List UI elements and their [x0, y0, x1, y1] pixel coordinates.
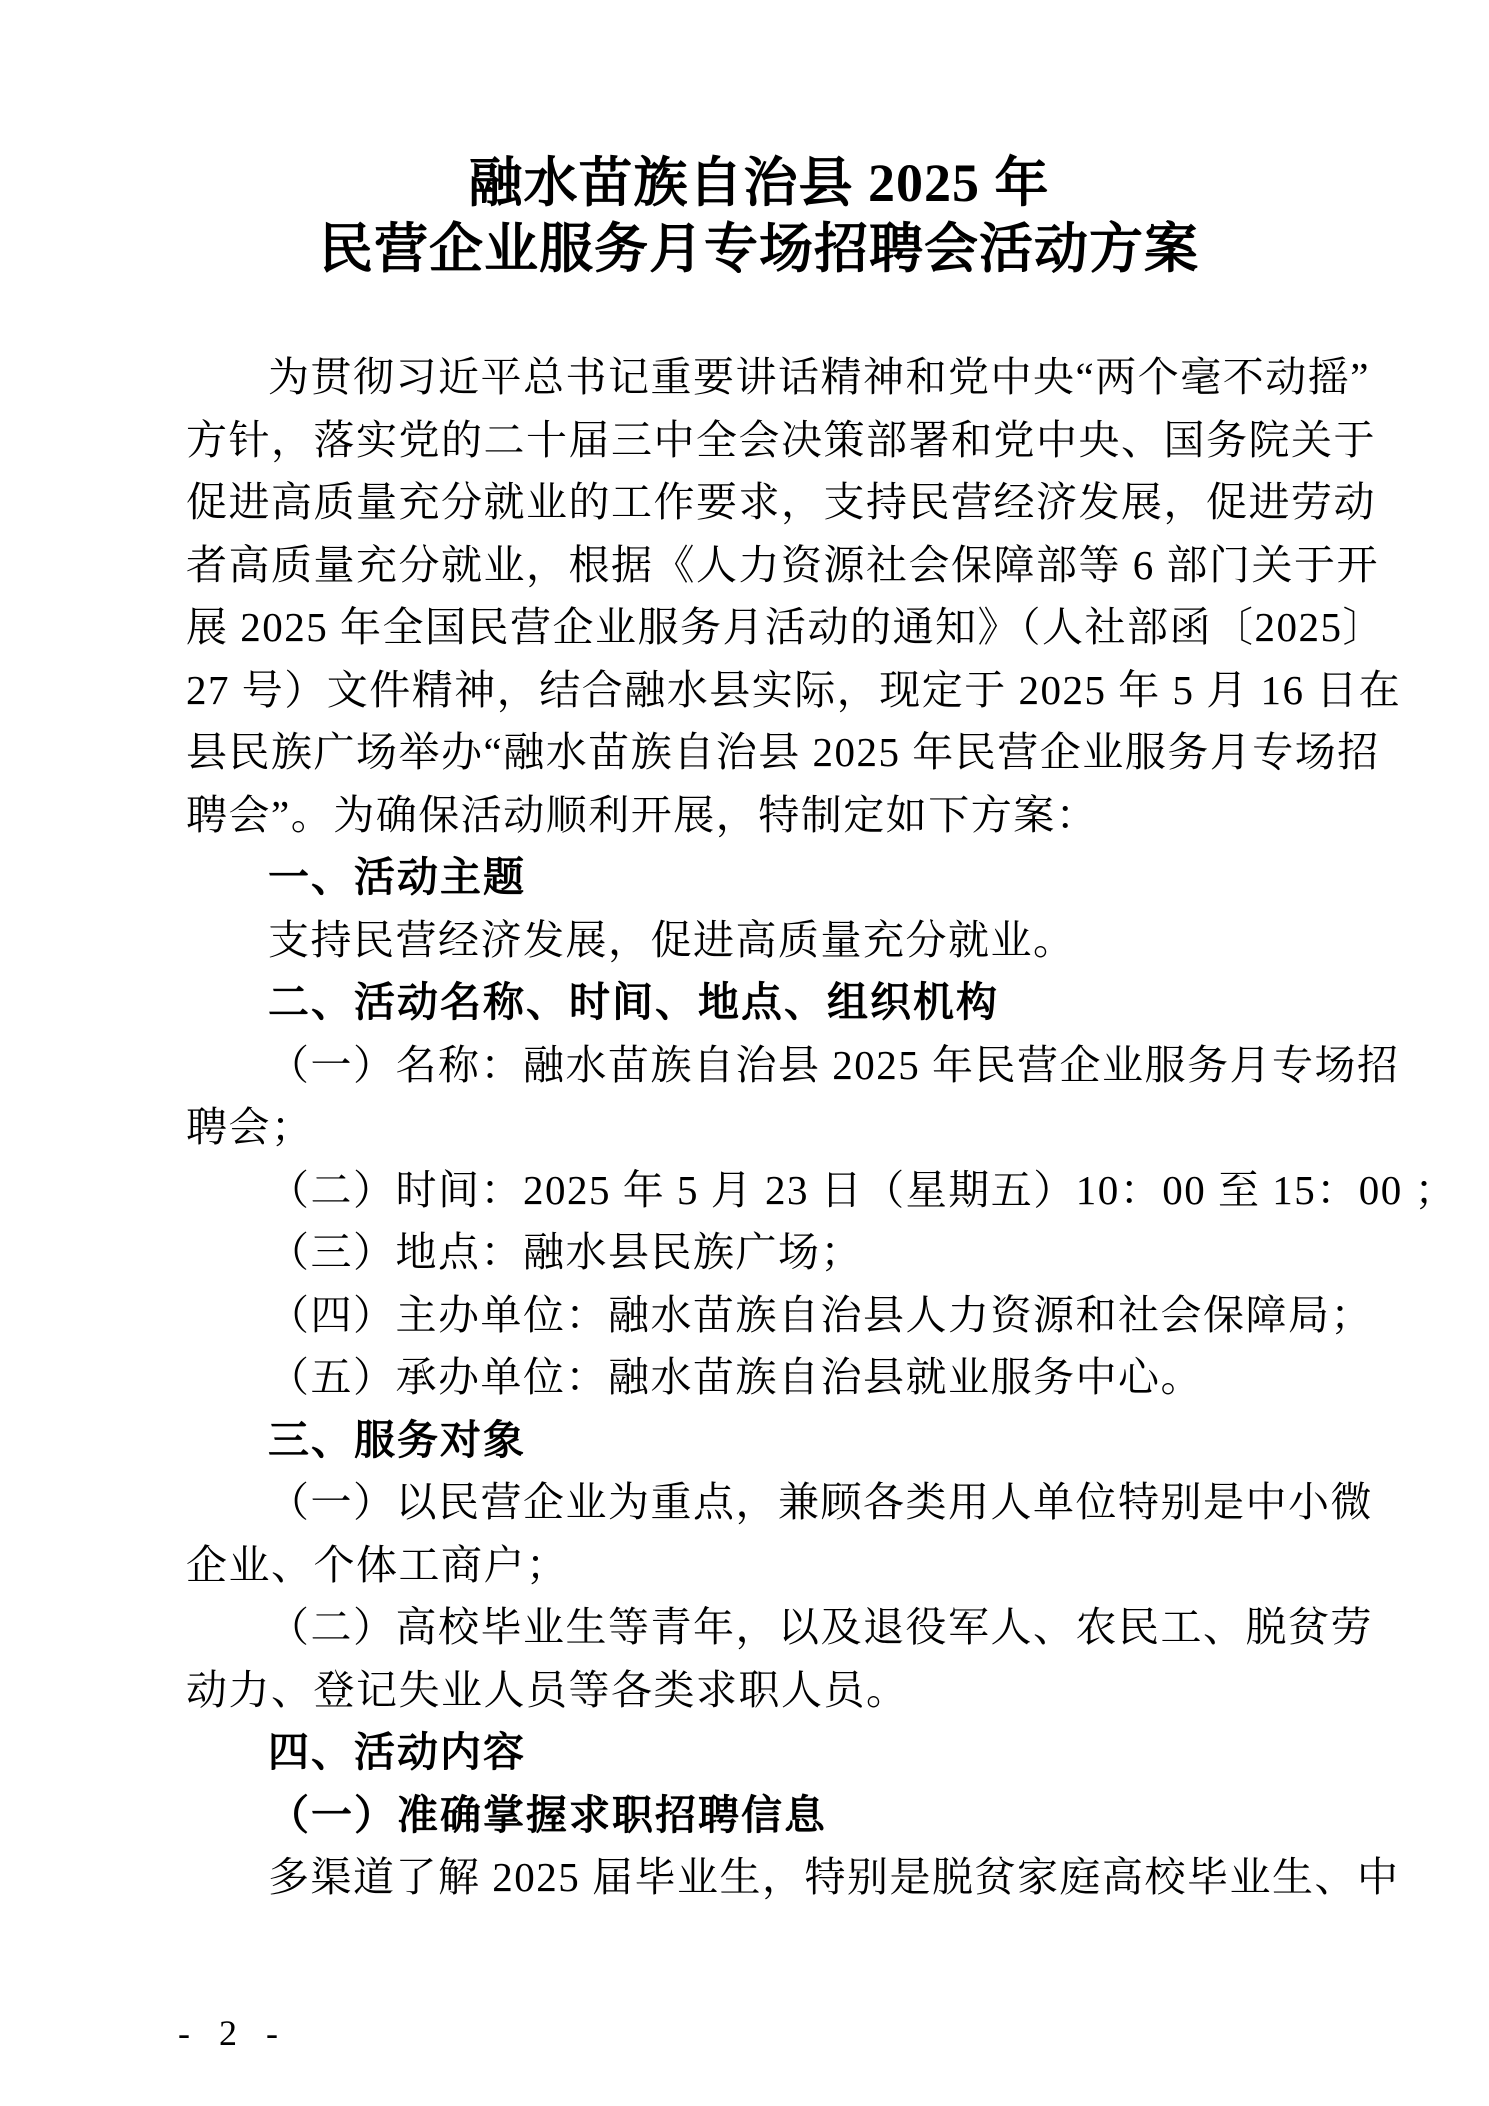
heading-line: 二、活动名称、时间、地点、组织机构: [268, 979, 999, 1025]
heading-line: （一）准确掌握求职招聘信息: [268, 1791, 827, 1838]
document-title-line-1: 融水苗族自治县 2025 年: [468, 153, 1050, 213]
text-line: 支持民营经济发展，促进高质量充分就业。: [268, 916, 1076, 963]
text-line: 聘会”。为确保活动顺利开展，特制定如下方案：: [186, 791, 1099, 838]
text-line: 者高质量充分就业，根据《人力资源社会保障部等 6 部门关于开: [186, 541, 1379, 588]
text-line: （二）高校毕业生等青年，以及退役军人、农民工、脱贫劳: [268, 1604, 1373, 1650]
text-line: 县民族广场举办“融水苗族自治县 2025 年民营企业服务月专场招: [186, 729, 1380, 775]
document-title: [186, 150, 1332, 282]
page-number: - 2 -: [178, 2013, 288, 2053]
heading-line: 一、活动主题: [268, 854, 526, 900]
text-line: （三）地点：融水县民族广场；: [268, 1229, 863, 1275]
text-line: 多渠道了解 2025 届毕业生，特别是脱贫家庭高校毕业生、中: [268, 1854, 1400, 1900]
text-line: （五）承办单位：融水苗族自治县就业服务中心。: [268, 1354, 1203, 1400]
text-line: 聘会；: [186, 1104, 314, 1150]
text-line: 为贯彻习近平总书记重要讲话精神和党中央“两个毫不动摇”: [268, 354, 1370, 400]
text-line: 企业、个体工商户；: [186, 1541, 569, 1588]
text-line: （四）主办单位：融水苗族自治县人力资源和社会保障局；: [268, 1291, 1373, 1338]
text-line: 27 号）文件精神，结合融水县实际，现定于 2025 年 5 月 16 日在: [186, 666, 1402, 713]
heading-line: 三、服务对象: [268, 1416, 526, 1463]
document-body: [186, 346, 1457, 1909]
text-line: 促进高质量充分就业的工作要求，支持民营经济发展，促进劳动: [186, 479, 1376, 525]
text-line: 动力、登记失业人员等各类求职人员。: [186, 1666, 909, 1713]
text-line: （一）以民营企业为重点，兼顾各类用人单位特别是中小微: [268, 1479, 1373, 1525]
text-line: 展 2025 年全国民营企业服务月活动的通知》（人社部函〔2025〕: [186, 604, 1385, 650]
text-line: （一）名称：融水苗族自治县 2025 年民营企业服务月专场招: [268, 1041, 1400, 1088]
document-title-line-2: 民营企业服务月专场招聘会活动方案: [319, 219, 1199, 279]
text-line: 方针，落实党的二十届三中全会决策部署和党中央、国务院关于: [186, 416, 1376, 463]
text-line: （二）时间：2025 年 5 月 23 日（星期五）10：00 至 15：00 ；: [268, 1166, 1457, 1213]
heading-line: 四、活动内容: [268, 1729, 526, 1775]
